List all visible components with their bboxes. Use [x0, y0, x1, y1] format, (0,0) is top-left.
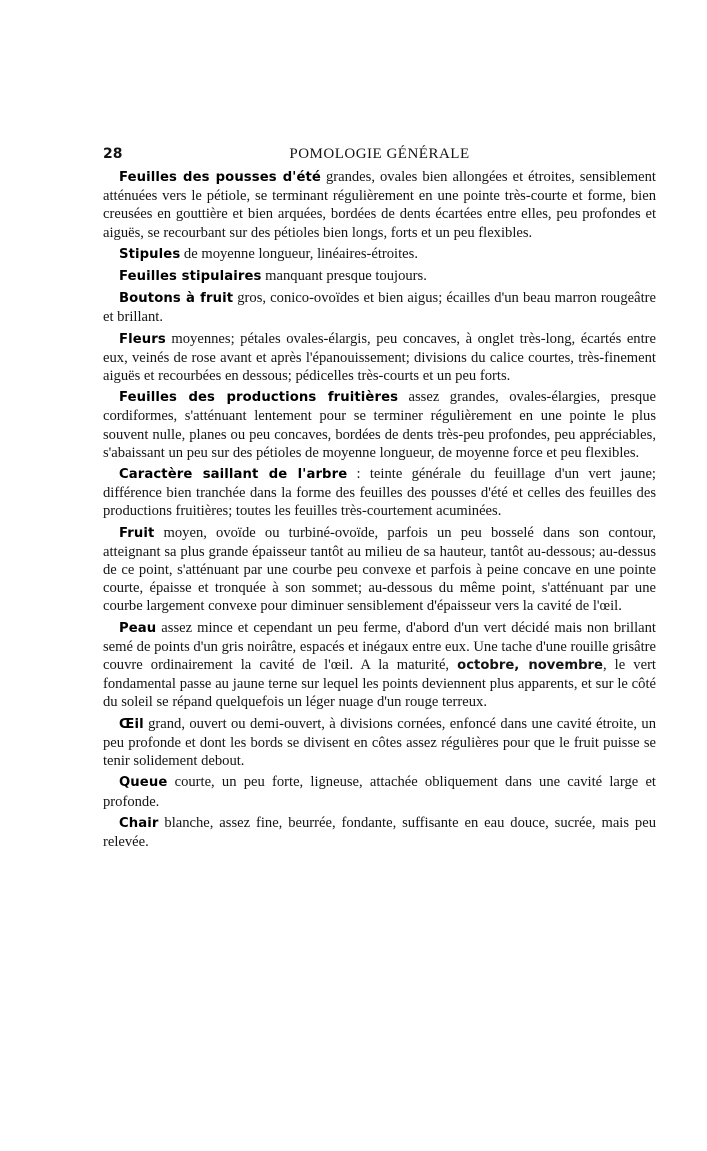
paragraph-text: assez grandes, ovales-élargies, presque cordiformes, s'atténuant lentement pour se terminer régulièrement en une pointe le plus souvent nulle, planes ou peu concaves, bordées de dents très-peu profondes, peu appréciables, s'abaissant un peu sur des pétioles de moyenne longueur, de moyenne force et peu flexibles.: [103, 389, 656, 461]
paragraph-feuilles-pousses: [103, 168, 656, 242]
term-heading: Fruit: [119, 525, 155, 541]
paragraph-feuilles-productions: [103, 388, 656, 462]
term-heading: Feuilles stipulaires: [119, 269, 262, 285]
paragraph-feuilles-stipulaires: [103, 267, 656, 286]
term-heading: Fleurs: [119, 331, 166, 347]
running-title: POMOLOGIE GÉNÉRALE: [289, 146, 470, 162]
paragraph-text: : teinte générale du feuillage d'un vert jaune; différence bien tranchée dans la forme des feuilles des pousses d'été et celles des feuilles des productions fruitières; toutes les feuilles très-courtement acuminées.: [103, 466, 656, 520]
paragraph-fruit: [103, 524, 656, 616]
term-heading: Caractère saillant de l'arbre: [119, 467, 348, 483]
page-number: 28: [103, 146, 123, 162]
paragraph-text: de moyenne longueur, linéaires-étroites.: [180, 245, 418, 262]
paragraph-fleurs: [103, 330, 656, 386]
term-heading: Feuilles des productions fruitières: [119, 390, 399, 406]
paragraph-text: assez mince et cependant un peu ferme, d'abord d'un vert décidé mais non brillant semé de points d'un gris noirâtre, espacés et inégaux entre eux. Une tache d'une rouille grisâtre couvre ordinairement la cavité de l'œil. A la maturité,: [103, 619, 656, 674]
paragraph-caractere-arbre: [103, 465, 656, 521]
paragraph-text: moyennes; pétales ovales-élargis, peu concaves, à onglet très-long, écartés entre eux, veinés de rose avant et après l'épanouissement; divisions du calice courtes, très-finement aiguës et recourbées en dessous; pédicelles très-courts et un peu forts.: [103, 330, 656, 385]
paragraph-text: gros, conico-ovoïdes et bien aigus; écailles d'un beau marron rougeâtre et brillant.: [103, 290, 656, 326]
paragraph-text: manquant presque toujours.: [261, 268, 427, 285]
paragraph-stipules: [103, 245, 656, 264]
paragraph-text: , le vert fondamental passe au jaune terne sur lequel les points deviennent plus apparents, et sur le côté du soleil se répand quelquefois un léger nuage d'un rouge terreux.: [103, 657, 656, 711]
term-heading: Chair: [119, 815, 159, 831]
paragraph-queue: [103, 773, 656, 810]
paragraph-oeil: [103, 715, 656, 771]
page-header: [103, 146, 656, 166]
term-heading: Stipules: [119, 246, 181, 262]
paragraph-text: grandes, ovales bien allongées et étroites, sensiblement atténuées vers le pétiole, se terminant régulièrement en une pointe très-courte et forme, bien creusées en gouttière et bien arquées, bordées de dents écartées entre elles, peu profondes et aiguës, se recourbant sur des pétioles bien longs, forts et un peu flexibles.: [103, 169, 656, 241]
paragraph-text: grand, ouvert ou demi-ouvert, à divisions cornées, enfoncé dans une cavité étroite, un peu profonde et dont les bords se divisent en côtes assez régulières pour que le fruit puisse se tenir solidement debout.: [103, 715, 656, 770]
document-page: [103, 146, 656, 854]
term-heading: Peau: [119, 620, 157, 636]
paragraph-boutons-fruit: [103, 289, 656, 326]
paragraph-text: courte, un peu forte, ligneuse, attachée obliquement dans une cavité large et profonde.: [103, 774, 656, 810]
term-heading: Œil: [119, 716, 144, 732]
paragraph-chair: [103, 814, 656, 851]
paragraph-peau: [103, 619, 656, 712]
term-heading: Queue: [119, 775, 168, 791]
paragraph-text: moyen, ovoïde ou turbiné-ovoïde, parfois un peu bosselé dans son contour, atteignant sa plus grande épaisseur tantôt au milieu de sa hauteur, tantôt au-dessous; au-dessus de ce point, s'atténuant par une courbe peu convexe et parfois à peine concave en une pointe courte, épaisse et tronquée à son sommet; au-dessous du même point, s'atténuant par une courbe largement convexe pour diminuer sensiblement d'épaisseur vers la cavité de l'œil.: [103, 524, 656, 615]
term-heading: Feuilles des pousses d'été: [119, 170, 321, 185]
maturity-months: octobre, novembre: [457, 658, 603, 674]
term-heading: Boutons à fruit: [119, 291, 234, 307]
paragraph-text: blanche, assez fine, beurrée, fondante, suffisante en eau douce, sucrée, mais peu relevée.: [103, 814, 656, 850]
